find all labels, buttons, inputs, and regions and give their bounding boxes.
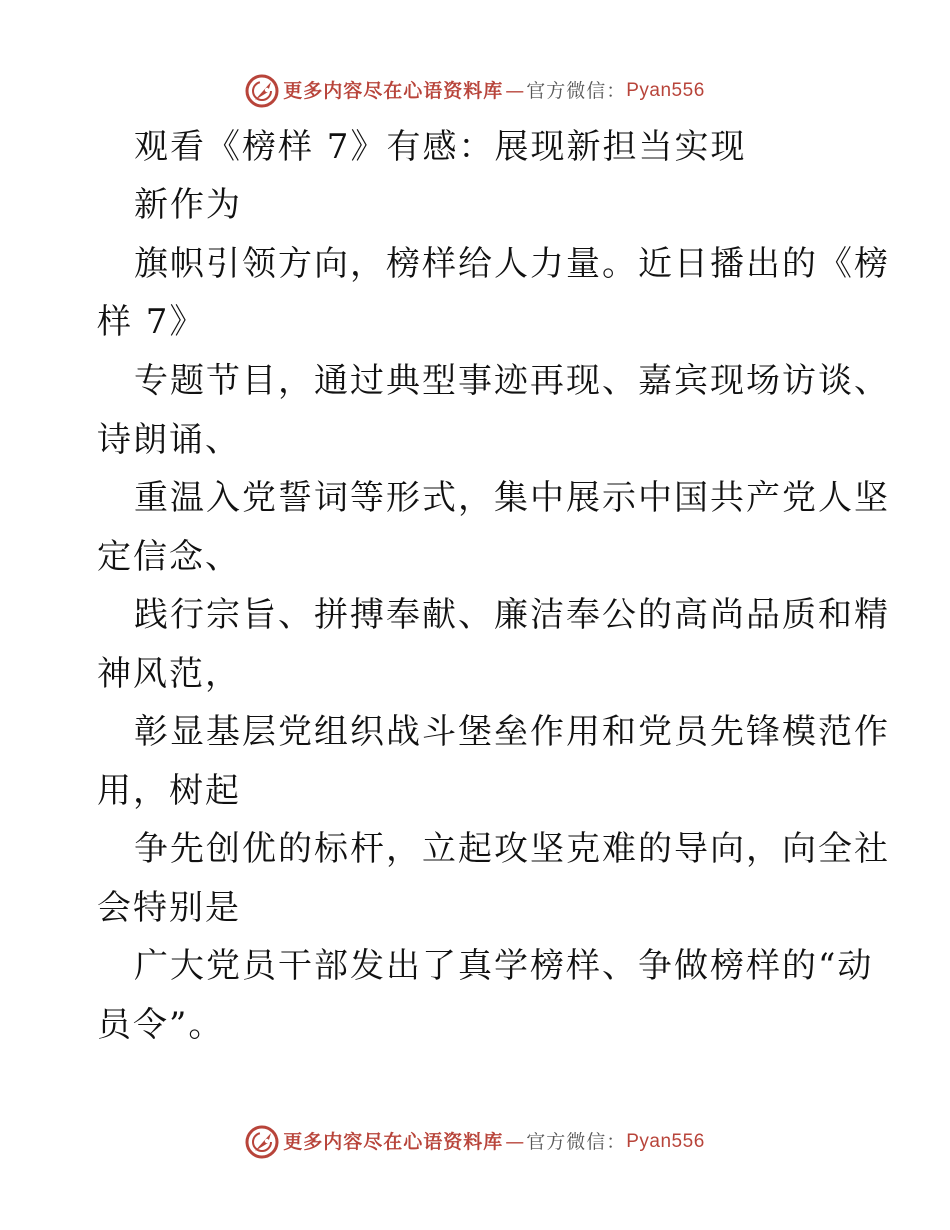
document-title-line-1: 观看《榜样 7》有感：展现新担当实现 [134, 127, 747, 167]
paragraph-line-continued: 会特别是 [97, 888, 241, 928]
paragraph-line-continued: 员令”。 [97, 1005, 225, 1045]
paragraph-line: 彰显基层党组织战斗堡垒作用和党员先锋模范作 [134, 712, 890, 752]
paragraph-line-continued: 定信念、 [97, 537, 241, 577]
paragraph-line-continued: 样 7》 [97, 302, 206, 342]
banner-wechat-label: 官方微信： [526, 80, 627, 102]
paragraph-line: 争先创优的标杆，立起攻坚克难的导向，向全社 [134, 829, 890, 869]
banner-separator: — [505, 1131, 525, 1153]
banner-text: 更多内容尽在心语资料库 [283, 80, 504, 102]
footer-watermark-banner [0, 1125, 950, 1159]
paragraph-line: 专题节目，通过典型事迹再现、嘉宾现场访谈、 [134, 361, 890, 401]
paragraph-line: 广大党员干部发出了真学榜样、争做榜样的“动 [134, 946, 874, 986]
paragraph-line: 旗帜引领方向，榜样给人力量。近日播出的《榜 [134, 244, 890, 284]
paragraph-line-continued: 用，树起 [97, 771, 241, 811]
banner-wechat-id: Pyan556 [626, 80, 705, 101]
banner-wechat-id: Pyan556 [626, 1131, 705, 1152]
paragraph-line: 重温入党誓词等形式，集中展示中国共产党人坚 [134, 478, 890, 518]
quill-logo-icon [245, 74, 279, 108]
quill-logo-icon [245, 1125, 279, 1159]
header-watermark-banner [0, 74, 950, 108]
banner-wechat-label: 官方微信： [526, 1131, 627, 1153]
banner-separator: — [505, 80, 525, 102]
paragraph-line-continued: 诗朗诵、 [97, 420, 241, 460]
paragraph-line: 践行宗旨、拼搏奉献、廉洁奉公的高尚品质和精 [134, 595, 890, 635]
paragraph-line-continued: 神风范， [97, 654, 241, 694]
banner-text: 更多内容尽在心语资料库 [283, 1131, 504, 1153]
document-title-line-2: 新作为 [134, 185, 242, 225]
